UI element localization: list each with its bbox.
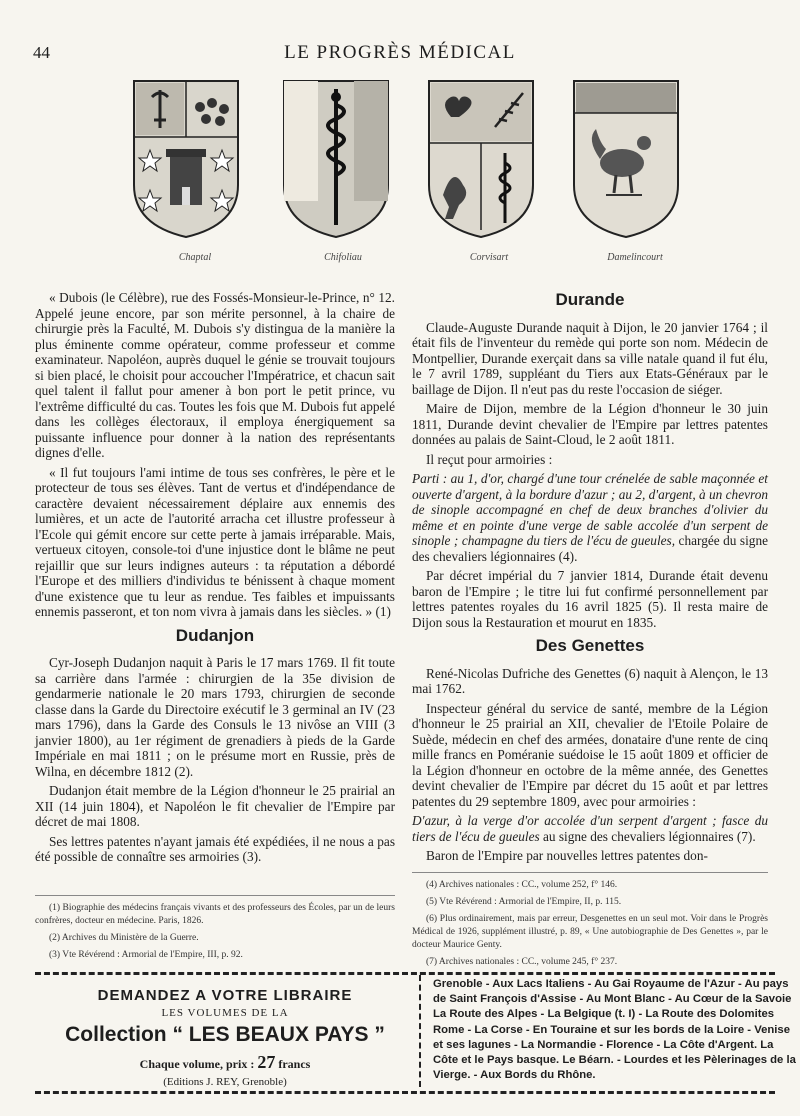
dudanjon-paragraph-2: Dudanjon était membre de la Légion d'honneur le 25 prairial an XII (14 juin 1804), et Napoléon le fit chevalier de l'Empire par décret de mai 1808.: [35, 783, 395, 829]
damelincourt-shield-image: [570, 75, 682, 240]
right-footnotes: [412, 879, 768, 973]
advertisement-left: [45, 979, 405, 1088]
figure-caption-chifoliau: Chifoliau: [324, 252, 362, 263]
ad-subheading: LES VOLUMES DE LA: [161, 1007, 289, 1019]
des-genettes-paragraph-1: René-Nicolas Dufriche des Genettes (6) naquit à Alençon, le 13 mai 1762.: [412, 665, 768, 696]
footnote-6: (6) Plus ordinairement, mais par erreur, Desgenettes en un seul mot. Voir dans le Progrès Médical de 1926, supplément illustré, p. 89, « Une autobiographie de Des Genettes », par le docteur Maurice Genty.: [412, 914, 768, 950]
chifoliau-shield-image: [280, 75, 392, 240]
durande-blazon-italic: Parti : au 1, d'or, chargé d'une tour crénelée de sable maçonnée et ouverte d'argent, à la bordure d'azur ; au 2, d'argent, à un chevron de sinople accompagné en chef de deux branches d'olivier du même et en pointe d'une verge de sable accolée d'un serpent de sinople ; champagne du tiers de l'écu de gueules,: [412, 471, 768, 548]
ad-price-value: 27: [257, 1052, 276, 1072]
dudanjon-paragraph-1: Cyr-Joseph Dudanjon naquit à Paris le 17 mars 1769. Il fit toute sa carrière dans l'armée : chirurgien de la 35e division de gendarmerie nationale le 20 mars 1793, chirurgien de seconde classe dans la Garde du Directoire exécutif le 3 germinal an IV (23 mars 1796), dans la Garde des Consuls le 13 nivôse an VIII (3 janvier 1800), au 1er régiment de grenadiers à pieds de la Garde Impériale en mai 1811 ; on le présume mort en Russie, près de Wilna, en décembre 1812 (2).: [35, 655, 395, 779]
durande-blazon: [412, 471, 768, 564]
ad-publisher: (Editions J. REY, Grenoble): [163, 1076, 287, 1088]
corvisart-shield-image: [425, 75, 537, 240]
footnote-divider-left: [35, 895, 395, 896]
section-heading-des-genettes: Des Genettes: [535, 636, 645, 655]
dubois-quote-paragraph-1: « Dubois (le Célèbre), rue des Fossés-Monsieur-le-Prince, n° 12. Appelé jeune encore, par son mérite personnel, à la chaire de chirurgie près la Faculté, M. Dubois s'y distingua de la manière la plus éminente comme opérateur, comme professeur et comme examinateur. Napoléon, auprès duquel le génie se trouvait toujours si bien placé, le choisit pour accoucher l'Impératrice, et chacun sait quel talent il fallut pour amener à bon port le petit prince, vu l'extrême difficulté du cas. Toutes les fois que M. Dubois fut appelé dans les collèges électoraux, il employa énergiquement sa puissante influence pour donner à la nation des représentants dignes d'elle.: [35, 290, 395, 460]
des-genettes-blazon-tail: au signe des chevaliers légionnaires (7).: [539, 828, 756, 844]
footnote-2: (2) Archives du Ministère de la Guerre.: [49, 933, 199, 943]
left-column: [35, 290, 395, 869]
ad-title-line: La Route des Alpes - La Belgique (t. I) - La Route des Dolomites: [433, 1008, 775, 1021]
ad-price-line: [45, 1052, 405, 1073]
durande-blazon-tail: chargée du signe des chevaliers légionnaires (4).: [412, 533, 768, 564]
durande-paragraph-1: Claude-Auguste Durande naquit à Dijon, le 20 janvier 1764 ; il était fils de l'inventeur du remède qui porte son nom. Médecin de Montpellier, Durande exerçait dans sa ville natale quand il fut élu, le 7 avril 1789, suppléant du Tiers aux Etats-Généraux par le baillage de Dijon. Il n'eut pas du reste l'occasion de siéger.: [412, 319, 768, 397]
ad-heading: DEMANDEZ A VOTRE LIBRAIRE: [97, 987, 353, 1004]
footnote-divider-right: [412, 872, 768, 873]
ad-price-suffix: francs: [278, 1057, 311, 1071]
ad-price-prefix: Chaque volume, prix :: [139, 1057, 255, 1071]
chaptal-shield-image: [130, 75, 242, 240]
footnote-4: (4) Archives nationales : CC., volume 252, f° 146.: [426, 880, 618, 890]
durande-paragraph-3: Il reçut pour armoiries :: [426, 451, 553, 467]
ad-title-line: Grenoble - Aux Lacs Italiens - Au Gai Royaume de l'Azur - Au pays: [433, 978, 789, 990]
ad-title-line: Vierge. - Aux Bords du Rhône.: [433, 1069, 596, 1082]
des-genettes-blazon-italic: D'azur, à la verge d'or accolée d'un serpent d'argent ; fasce du tiers de l'écu de gueules: [412, 813, 768, 844]
page-number: 44: [33, 43, 50, 62]
durande-paragraph-2: Maire de Dijon, membre de la Légion d'honneur le 30 juin 1811, Durande devint chevalier de l'Empire par lettres patentes données au palais de Saint-Cloud, le 2 août 1811.: [412, 401, 768, 447]
des-genettes-paragraph-2: Inspecteur général du service de santé, membre de la Légion d'honneur le 25 prairial an XII, chevalier de l'Etoile Polaire de Suède, médecin en chef des armées, donataire d'une rente de cinq mille francs en Poméranie suédoise le 15 août 1809 et officier de la Légion d'honneur en octobre de la même année, des Genettes devint chevalier de l'Empire par décret du 15 août et par lettres patentes du 29 septembre 1809, avec pour armoiries :: [412, 700, 768, 809]
ad-title-line: Côte et le Pays basque. Le Béarn. - Lourdes et les Pèlerinages de la: [433, 1054, 796, 1067]
ad-collection-title: Collection “ LES BEAUX PAYS ”: [65, 1023, 385, 1046]
advertisement-box: [35, 972, 796, 1094]
journal-title: LE PROGRÈS MÉDICAL: [284, 42, 516, 63]
figure-caption-chaptal: Chaptal: [178, 252, 212, 263]
des-genettes-blazon: [412, 813, 768, 844]
footnote-7: (7) Archives nationales : CC., volume 245, f° 237.: [426, 957, 618, 967]
ad-title-line: de Saint François d'Assise - Au Mont Blanc - Au Cœur de la Savoie: [433, 993, 792, 1006]
footnote-3: (3) Vte Révérend : Armorial de l'Empire, III, p. 92.: [49, 950, 243, 960]
des-genettes-paragraph-3: Baron de l'Empire par nouvelles lettres patentes don-: [426, 848, 708, 863]
figure-caption-damelincourt: Damelincourt: [607, 252, 663, 263]
ad-title-line: et ses lagunes - La Normandie - Florence - La Côte d'Argent. La: [433, 1038, 774, 1051]
footnote-1: (1) Biographie des médecins français vivants et des professeurs des Écoles, par un de leurs confrères, docteur en médecine. Paris, 1826.: [35, 903, 395, 926]
right-column: [412, 284, 768, 868]
dudanjon-paragraph-3: Ses lettres patentes n'ayant jamais été expédiées, il ne nous a pas été possible de connaître ses armoiries (3).: [35, 833, 395, 864]
ad-title-list: [433, 977, 796, 1083]
section-heading-dudanjon: Dudanjon: [175, 625, 255, 645]
footnote-5: (5) Vte Révérend : Armorial de l'Empire, II, p. 115.: [426, 897, 622, 907]
section-heading-durande: Durande: [555, 290, 625, 309]
dubois-quote-paragraph-2: « Il fut toujours l'ami intime de tous ses confrères, le père et le protecteur de tous ses élèves. Tant de vertus et d'indépendance de caractère devaient nécessairement déplaire aux ennemis des lumières, et un acte de l'autorité arracha cet illustre professeur à l'Ecole qui gémit encore sur cette perte à jamais irréparable. Mais, vertueux citoyen, console-toi d'une injustice dont le blâme ne peut rejaillir que sur leurs indignes auteurs : ta réputation a débordé l'Europe et des milliers d'individus te bénissent à chaque moment d'une existence que tu leur as rendue. Tes faibles et impuissants ennemis passeront, et ton nom vivra à jamais dans les siècles. » (1): [35, 464, 395, 619]
ad-divider: [419, 975, 421, 1087]
durande-paragraph-4: Par décret impérial du 7 janvier 1814, Durande était devenu baron de l'Empire ; le titre lui fut confirmé personnellement par lettres patentes royales du 16 avril 1825 (5). Il resta maire de Dijon sous la Restauration et mourut en 1835.: [412, 568, 768, 630]
coats-of-arms-figure: [130, 75, 690, 250]
ad-title-line: Rome - La Corse - En Touraine et sur les bords de la Loire - Venise: [433, 1023, 790, 1036]
left-footnotes: [35, 902, 395, 966]
figure-caption-corvisart: Corvisart: [469, 252, 509, 263]
